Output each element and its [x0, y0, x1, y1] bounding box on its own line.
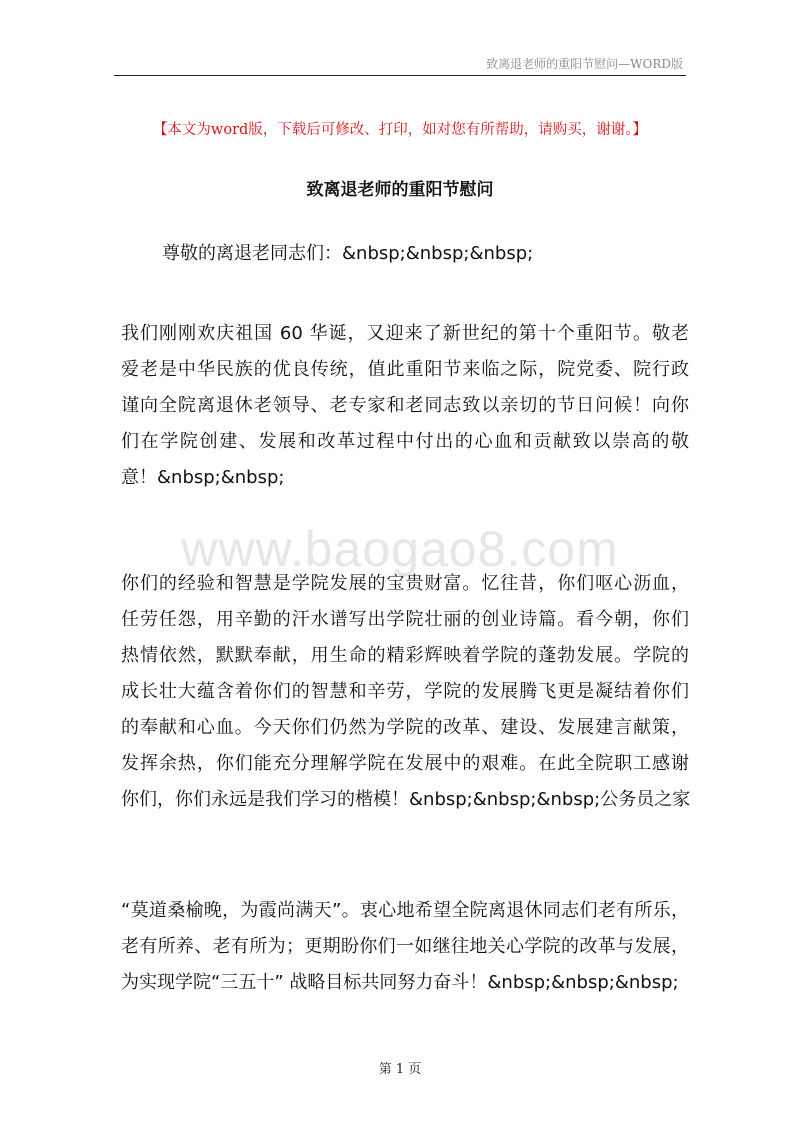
page-number: 第 1 页 — [378, 1062, 422, 1077]
paragraph-line: 意！&nbsp;&nbsp; — [121, 467, 285, 488]
paragraph-line: 热情依然，默默奉献，用生命的精彩辉映着学院的蓬勃发展。学院的 — [121, 645, 689, 666]
paragraph-line: 为实现学院“三五十” 战略目标共同努力奋斗！&nbsp;&nbsp;&nbsp; — [121, 972, 679, 993]
paragraph-1 — [121, 316, 689, 496]
paragraph-line: 我们刚刚欢庆祖国 60 华诞，又迎来了新世纪的第十个重阳节。敬老 — [121, 323, 689, 344]
paragraph-line: “莫道桑榆晚，为霞尚满天”。衷心地希望全院离退休同志们老有所乐， — [121, 900, 689, 921]
paragraph-2 — [121, 566, 689, 818]
paragraph-line: 老有所养、老有所为；更期盼你们一如继往地关心学院的改革与发展， — [121, 936, 689, 957]
page-header-text: 致离退老师的重阳节慰问—WORD版 — [486, 57, 683, 71]
salutation: 尊敬的离退老同志们：&nbsp;&nbsp;&nbsp; — [162, 243, 534, 264]
paragraph-line: 们在学院创建、发展和改革过程中付出的心血和贡献致以崇高的敬 — [121, 431, 689, 452]
paragraph-line: 成长壮大蕴含着你们的智慧和辛劳，学院的发展腾飞更是凝结着你们 — [121, 681, 689, 702]
paragraph-line: 爱老是中华民族的优良传统，值此重阳节来临之际，院党委、院行政 — [121, 359, 689, 380]
watermark: www.baogao8.com — [181, 521, 619, 577]
paragraph-line: 任劳任怨，用辛勤的汗水谱写出学院壮丽的创业诗篇。看今朝，你们 — [121, 609, 689, 630]
header-divider — [114, 75, 686, 76]
paragraph-line: 你们，你们永远是我们学习的楷模！&nbsp;&nbsp;&nbsp;公务员之家 — [121, 789, 691, 810]
document-title: 致离退老师的重阳节慰问 — [306, 180, 494, 200]
paragraph-line: 谨向全院离退休老领导、老专家和老同志致以亲切的节日问候！向你 — [121, 395, 689, 416]
paragraph-line: 你们的经验和智慧是学院发展的宝贵财富。忆往昔，你们呕心沥血， — [121, 573, 689, 594]
paragraph-line: 的奉献和心血。今天你们仍然为学院的改革、建设、发展建言献策， — [121, 717, 689, 738]
paragraph-3 — [121, 893, 689, 1001]
paragraph-line: 发挥余热，你们能充分理解学院在发展中的艰难。在此全院职工感谢 — [121, 753, 689, 774]
word-version-notice: 【本文为word版，下载后可修改、打印，如对您有所帮助，请购买，谢谢。】 — [152, 122, 648, 138]
